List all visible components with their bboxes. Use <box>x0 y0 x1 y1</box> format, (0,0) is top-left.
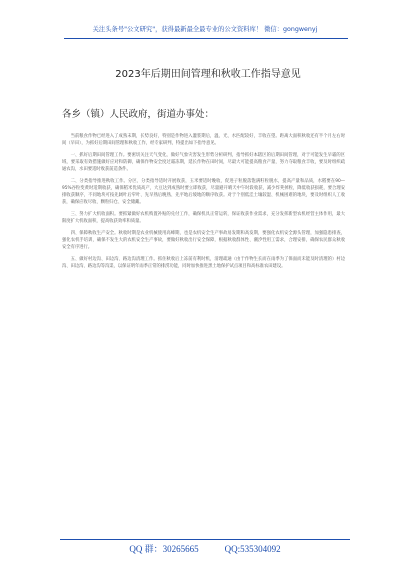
footer-contact <box>60 543 350 555</box>
section-paragraph-2: 二、分类指导推进秋收工作。分区、分类指导适时开展收获，玉米要适时晚收，促进子粒脱落饱满籽粒脱水，提高产量和品质，水稻要在90—95%谷粒变黄时适期收获，确保稻米优质高产，大豆达到成熟时要立即收获，尽量避开晴天中午时段收获，减少炸荚掉粒，降低收获损耗，要合理安排收获顺序，不同地块可按先阔叶后窄叶、先早熟后晚熟、先平地后坡地的顺序收获。对于个别低洼土壤较湿、机械困难的地块，要及时组织人工收获，确保应收尽收、颗粒归仓、安全储藏。 <box>62 179 345 205</box>
section-paragraph-3: 三、努力扩大机收面积。要抓紧做好农机购置补贴的兑付工作，确保机具正常运转，保证收获作业需求，充分发挥新型农机经营主体作用，最大限度扩大机收面积，提高收获效率和质量。 <box>62 211 345 224</box>
section-paragraph-4: 四、保障秋收生产安全。秋收时期是农业机械使用高峰期，也是农机安全生产事故易发期和高发期，要强化农机安全源头管理，加强隐患排查，强化农机手培训，确保不发生大的农机安全生产事故，要做好秋收出行安全保障，根据秋收群体性、潮汐性用工需求，合理安排，确保农民群众秋收安全有序进行。 <box>62 231 345 250</box>
qq-number-text: QQ:535304092 <box>224 544 281 554</box>
qq-group-text: QQ 群：30265665 <box>129 544 199 554</box>
header-divider <box>64 38 348 39</box>
document-title: 2023年后期田间管理和秋收工作指导意见 <box>115 69 301 80</box>
salutation: 各乡（镇）人民政府，街道办事处： <box>62 109 215 120</box>
section-paragraph-1: 一、抓好后期田间管理工作。要密切关注天气变化，做好气象灾害发生形势分析研判，指导抓好本辖区的后期田间管理，对于可能发生早霜的区域，要采取有效措施做好应对和防御，确保作物安全度过霜冻期，延长作物在田时间，尽最大可能提高粮食产量，努力夺取粮食丰收，要及时组织疏通农沟，水田要适时收获前造条件。 <box>62 153 345 172</box>
promo-banner[interactable]: 关注头条号"公文研究"，获得最新最全最专业的公文资料库！ 微信：gongwenyj <box>92 26 318 33</box>
document-body <box>62 134 345 276</box>
intro-paragraph: 当前粮食作物已经进入了成熟末期，长势良好，特别是作物进入灌浆期后，温、光、水匹配较好，丰收在望。距离大面积秋收还有半个月左右时间（早田），为抓好后期田间管理和秋收工作，经专家研判，特提出如下指导意见。 <box>62 134 345 146</box>
footer-divider <box>60 539 350 540</box>
section-paragraph-5: 五、做好村边沟、田边沟、路边沟清理工作。抓住秋收后上冻前有利时机，清理疏通（由于作物生长而在雨季为了保面而未能及时清理的）村边沟、田边沟、路边沟等沟渠，以保证明年雨季正常的排涝功能，同时加快推进黑土地保护试点项目和高标准农田建设。 <box>62 257 345 269</box>
